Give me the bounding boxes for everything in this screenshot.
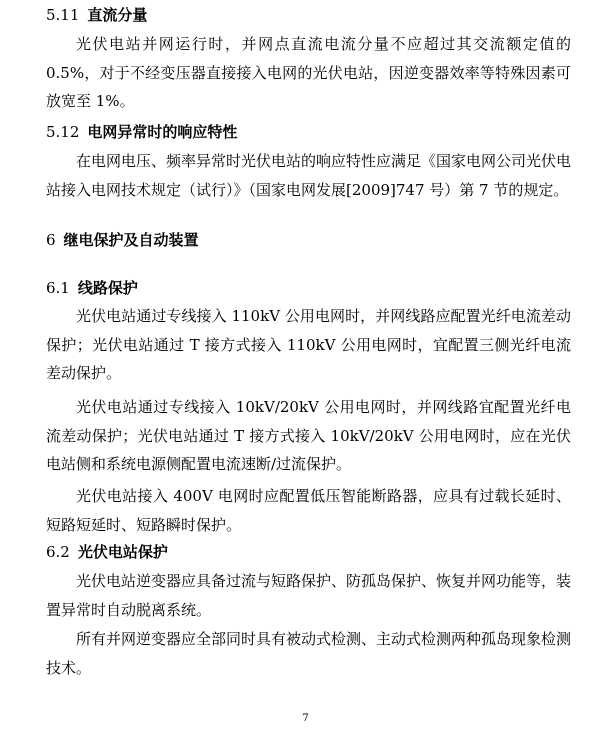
heading-5-11 (46, 4, 147, 25)
paragraph-islanding-detection: 所有并网逆变器应全部同时具有被动式检测、主动式检测两种孤岛现象检测技术。 (46, 630, 572, 677)
paragraph-400v-protection: 光伏电站接入 400V 电网时应配置低压智能断路器，应具有过载长延时、短路短延时、短路瞬时保护。 (46, 487, 571, 534)
heading-5-12 (46, 121, 237, 142)
heading-6-1 (46, 277, 138, 298)
section-title: 继电保护及自动装置 (63, 231, 199, 249)
page-number: 7 (302, 713, 309, 724)
section-number: 6 (46, 231, 56, 249)
paragraph-grid-response: 在电网电压、频率异常时光伏电站的响应特性应满足《国家电网公司光伏电站接入电网技术规定（试行）》（国家电网发展[2009]747 号）第 7 节的规定。 (46, 152, 572, 199)
section-number: 6.2 (46, 543, 70, 561)
section-number: 6.1 (46, 279, 70, 297)
section-title: 电网异常时的响应特性 (87, 123, 238, 141)
heading-6-2 (46, 541, 168, 562)
heading-6 (46, 229, 199, 250)
section-number: 5.12 (46, 123, 80, 141)
paragraph-inverter-protection: 光伏电站逆变器应具备过流与短路保护、防孤岛保护、恢复并网功能等，装置异常时自动脱离系统。 (46, 572, 572, 619)
paragraph-dc-component: 光伏电站并网运行时，并网点直流电流分量不应超过其交流额定值的0.5%，对于不经变压器直接接入电网的光伏电站，因逆变器效率等特殊因素可放宽至 1%。 (46, 35, 571, 110)
section-title: 直流分量 (87, 6, 148, 24)
section-title: 线路保护 (77, 279, 138, 297)
section-title: 光伏电站保护 (77, 543, 168, 561)
paragraph-110kv-protection: 光伏电站通过专线接入 110kV 公用电网时，并网线路应配置光纤电流差动保护；光伏电站通过 T 接方式接入 110kV 公用电网时，宜配置三侧光纤电流差动保护。 (46, 307, 571, 382)
paragraph-10kv-protection: 光伏电站通过专线接入 10kV/20kV 公用电网时，并网线路宜配置光纤电流差动保护；光伏电站通过 T 接方式接入 10kV/20kV 公用电网时，应在光伏电站侧和系统电源侧配置电流速断/过流保护。 (46, 398, 571, 473)
section-number: 5.11 (46, 6, 80, 24)
